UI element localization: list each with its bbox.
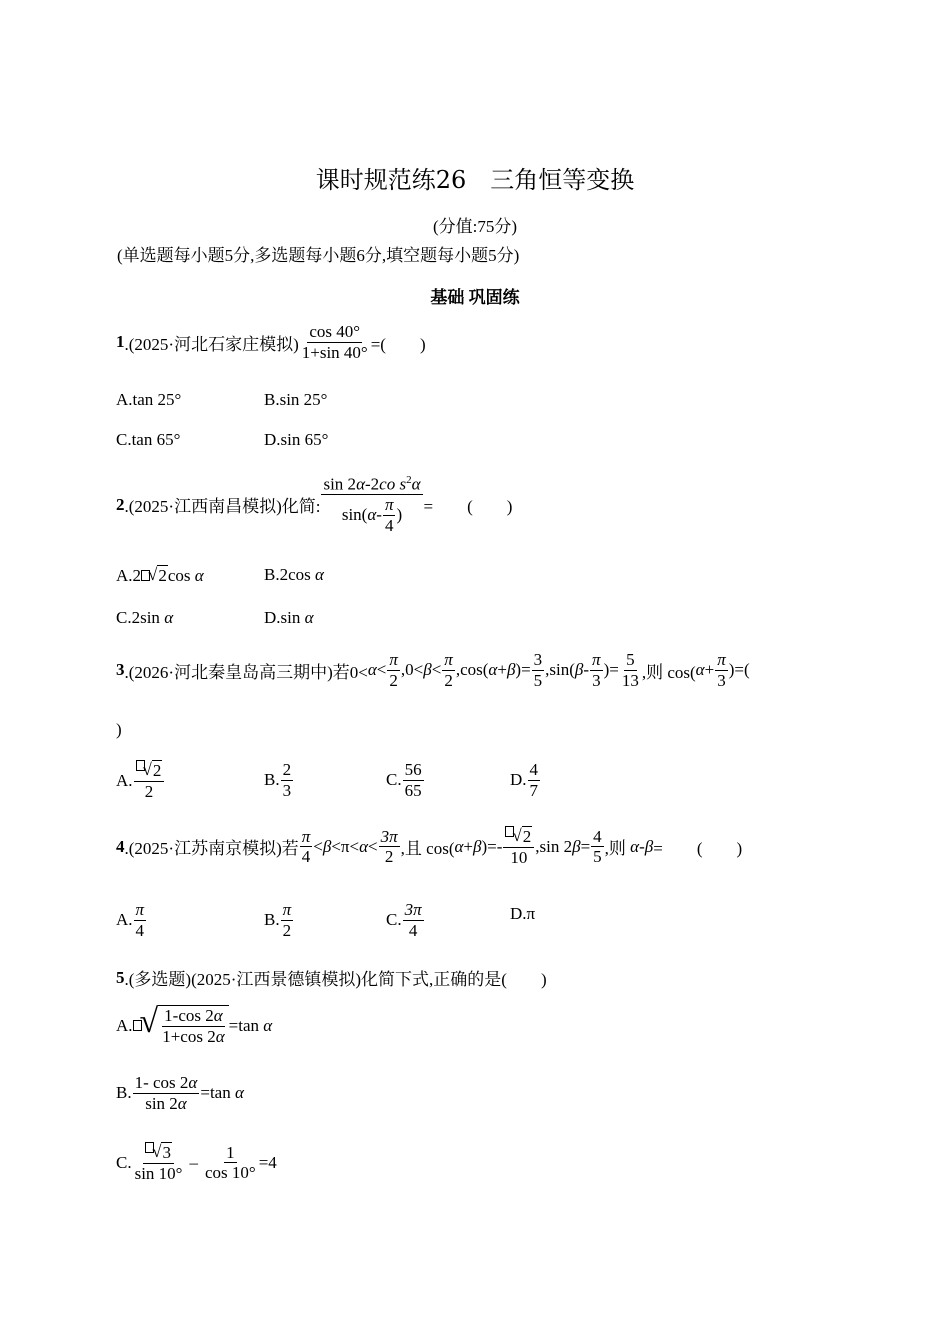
option-text: D.sin (264, 608, 301, 627)
fraction (383, 495, 396, 535)
option-label: D. (510, 770, 527, 790)
question-5 (116, 965, 547, 990)
alpha-symbol: α (215, 1026, 225, 1046)
beta-symbol: β (473, 836, 482, 856)
radical-icon: √ (512, 826, 522, 845)
question-source: .(2025·河北石家庄模拟) (124, 334, 299, 354)
q3-line-2: ) (116, 720, 122, 739)
text: )=( (728, 660, 750, 680)
question-source: .(2026·河北秦皇岛高三期中)若0< (124, 662, 368, 682)
denominator: 1+sin 40° (301, 342, 368, 362)
q4-option-c (386, 900, 425, 940)
minus-sign: - (376, 505, 382, 525)
cos-term: co s (379, 474, 407, 494)
denominator: 7 (529, 780, 539, 800)
numerator: π (717, 650, 726, 669)
text: + (497, 660, 507, 680)
denominator: 2 (444, 670, 453, 690)
numerator: 3π (380, 826, 398, 846)
numerator: 2 (282, 760, 292, 779)
denominator: 4 (384, 515, 394, 535)
numerator: π (592, 650, 601, 669)
option-label: B. (264, 910, 280, 930)
denominator (160, 1027, 226, 1047)
text: )= (515, 660, 531, 680)
fraction (503, 826, 534, 867)
fraction (203, 1143, 258, 1183)
numerator (503, 826, 534, 848)
question-1 (116, 322, 426, 362)
option-label: A. (116, 910, 133, 930)
q2-option-d (264, 608, 314, 628)
numerator: 3 (533, 650, 543, 669)
fraction (620, 650, 641, 690)
fraction (387, 650, 400, 690)
numerator: π (444, 650, 453, 669)
fraction (134, 900, 147, 940)
alpha-symbol: α (263, 1015, 273, 1035)
option-label: A.2 (116, 565, 142, 585)
text: ,sin( (545, 660, 575, 680)
sqrt (152, 1142, 172, 1163)
section-heading: 基础 巩固练 (430, 288, 520, 307)
radicand: 2 (158, 566, 167, 585)
numerator: 4 (529, 760, 539, 779)
sqrt (512, 826, 532, 847)
sin-term: sin( (341, 505, 368, 525)
fraction (590, 650, 603, 690)
fraction (300, 827, 313, 867)
alpha-symbol: α (213, 1006, 223, 1025)
fraction (134, 760, 165, 801)
scoring-rule: (单选题每小题5分,多选题每小题6分,填空题每小题5分) (117, 246, 520, 265)
option-label: C. (386, 910, 402, 930)
numerator: 56 (404, 760, 422, 779)
fraction (591, 827, 604, 867)
exponent: 2 (406, 474, 412, 486)
text: )=- (481, 836, 503, 856)
q4-option-b (264, 900, 294, 940)
alpha-symbol: α (630, 836, 640, 856)
fraction (133, 1142, 185, 1183)
numerator: π (282, 900, 292, 919)
alpha-symbol: α (488, 660, 498, 680)
numerator: 4 (593, 826, 602, 846)
q1-option-c: C.tan 65° (116, 430, 181, 449)
cos-term: cos (167, 565, 191, 585)
question-number: 1 (116, 332, 125, 352)
text: < (431, 660, 442, 680)
denominator: 65 (404, 780, 422, 800)
minus-two: -2 (365, 474, 380, 494)
denominator: 4 (408, 920, 418, 940)
text: ,cos( (455, 660, 489, 680)
denominator: 2 (144, 781, 154, 801)
fraction (300, 322, 370, 362)
radicand: 2 (152, 761, 162, 780)
denominator: 3 (282, 780, 292, 800)
alpha-symbol: α (454, 836, 464, 856)
denominator: sin 10° (134, 1163, 183, 1183)
question-source: .(2025·江西南昌模拟)化简: (124, 497, 321, 517)
option-label: C. (386, 770, 402, 790)
radicand: 3 (162, 1143, 171, 1162)
text: 1+cos 2 (162, 1026, 216, 1046)
text: =4 (258, 1152, 277, 1172)
numerator: π (384, 495, 394, 515)
text: ,0< (400, 660, 424, 680)
beta-symbol: β (322, 836, 332, 856)
beta-symbol: β (506, 660, 516, 680)
option-text: C.2sin (116, 608, 160, 627)
option-text: B.2cos (264, 565, 311, 584)
sqrt (140, 1005, 229, 1046)
fraction (528, 760, 541, 800)
answer-blank: =( ) (370, 334, 426, 354)
q2-option-b (264, 565, 324, 585)
text: =tan (200, 1083, 231, 1103)
denominator: cos 10° (204, 1163, 256, 1183)
text: sin 2 (145, 1093, 178, 1113)
alpha-symbol: α (164, 608, 174, 627)
question-number: 3 (116, 660, 125, 680)
sqrt (143, 760, 163, 781)
q5-option-b (116, 1073, 244, 1113)
q3-option-b (264, 760, 294, 800)
numerator: π (301, 826, 311, 846)
numerator: cos 40° (309, 322, 361, 341)
q2-option-c (116, 608, 173, 628)
fraction (715, 650, 728, 690)
numerator (133, 1073, 200, 1094)
radical-icon: √ (139, 1003, 159, 1040)
radical-icon: √ (152, 1142, 162, 1161)
alpha-symbol: α (234, 1083, 244, 1103)
fraction (133, 1073, 200, 1113)
text: ,则 cos( (641, 662, 696, 682)
fraction (532, 650, 545, 690)
option-label: B. (116, 1083, 132, 1103)
denominator: 10 (510, 847, 528, 867)
denominator: 3 (717, 670, 726, 690)
text: ,且 cos( (400, 839, 455, 859)
text: - (639, 836, 645, 856)
question-number: 4 (116, 836, 125, 856)
text: = (580, 836, 591, 856)
q5-option-a (116, 1005, 272, 1046)
text: 1- cos 2 (134, 1073, 189, 1092)
alpha-symbol: α (367, 660, 377, 680)
fraction (403, 760, 424, 800)
page-title: 课时规范练26 三角恒等变换 (315, 166, 635, 194)
question-3 (116, 650, 750, 690)
denominator: 4 (135, 920, 145, 940)
question-source: .(多选题)(2025·江西景德镇模拟)化简下式,正确的是( ) (124, 970, 547, 989)
denominator: 4 (301, 847, 311, 867)
text: =tan (228, 1015, 259, 1035)
q1-option-a: A.tan 25° (116, 390, 182, 409)
fraction (379, 827, 400, 867)
numerator (321, 474, 422, 495)
denominator: 2 (384, 847, 394, 867)
alpha-symbol: α (359, 836, 369, 856)
beta-symbol: β (423, 660, 432, 680)
beta-symbol: β (574, 660, 584, 680)
alpha-symbol: α (188, 1073, 198, 1092)
alpha-symbol: α (194, 565, 204, 585)
denominator: 5 (533, 670, 543, 690)
alpha-symbol: α (304, 608, 314, 627)
fraction (442, 650, 455, 690)
q4-option-d: D.π (510, 904, 536, 923)
alpha-symbol: α (411, 474, 421, 494)
numerator (134, 760, 165, 782)
question-source: .(2025·江苏南京模拟)若 (124, 839, 299, 859)
text: < (376, 660, 387, 680)
radicand: 2 (522, 827, 532, 846)
q4-option-a (116, 900, 147, 940)
denominator (143, 1094, 189, 1114)
text: 1-cos 2 (164, 1006, 214, 1025)
question-number: 2 (116, 494, 125, 514)
beta-symbol: β (644, 836, 654, 856)
text: <π< (331, 836, 360, 856)
question-2 (116, 474, 512, 535)
option-label: A. (116, 770, 133, 790)
minus-sign: – (189, 1152, 198, 1172)
alpha-symbol: α (356, 474, 365, 494)
sin-term: sin 2 (323, 474, 357, 494)
fraction (321, 474, 422, 535)
question-4 (116, 826, 742, 867)
text: + (704, 660, 715, 680)
denominator: 2 (389, 670, 398, 690)
alpha-symbol: α (177, 1093, 187, 1113)
alpha-symbol: α (367, 505, 377, 525)
denominator: 13 (621, 670, 639, 690)
alpha-symbol: α (315, 565, 324, 584)
denominator: 2 (282, 920, 292, 940)
q5-option-c (116, 1142, 277, 1183)
option-label: A. (116, 1015, 133, 1035)
text: - (583, 660, 590, 680)
numerator (143, 1142, 174, 1164)
radical-icon: √ (148, 565, 158, 584)
text: < (313, 836, 323, 856)
q3-option-d (510, 760, 541, 800)
q2-option-a (116, 565, 204, 586)
score-note: (分值:75分) (432, 217, 518, 236)
fraction (403, 900, 424, 940)
q1-option-b: B.sin 25° (264, 390, 328, 409)
numerator: π (135, 900, 145, 919)
close-paren: ) (396, 505, 403, 525)
option-label: C. (116, 1152, 132, 1172)
numerator: 3π (404, 900, 422, 919)
answer-blank: = ( ) (423, 497, 513, 517)
fraction (281, 760, 294, 800)
answer-blank: = ( ) (653, 839, 743, 859)
numerator: π (389, 650, 398, 669)
radical-icon: √ (142, 760, 152, 779)
denominator: 3 (592, 670, 601, 690)
fraction (160, 1006, 226, 1046)
text: ,则 (604, 839, 626, 859)
question-number: 5 (116, 967, 125, 987)
q3-option-c (386, 760, 425, 800)
sqrt (148, 565, 168, 586)
text: + (463, 836, 474, 856)
numerator: 1 (226, 1142, 235, 1162)
text: < (368, 836, 378, 856)
option-label: B. (264, 770, 280, 790)
text: ,sin 2 (535, 836, 573, 856)
q1-option-d: D.sin 65° (264, 430, 329, 449)
beta-symbol: β (572, 836, 581, 856)
numerator: 5 (626, 650, 635, 669)
q3-option-a (116, 760, 165, 801)
radicand (158, 1005, 228, 1046)
numerator (162, 1006, 225, 1027)
denominator (340, 495, 404, 535)
alpha-symbol: α (695, 660, 705, 680)
text: )= (603, 660, 619, 680)
denominator: 5 (593, 847, 602, 867)
fraction (281, 900, 294, 940)
